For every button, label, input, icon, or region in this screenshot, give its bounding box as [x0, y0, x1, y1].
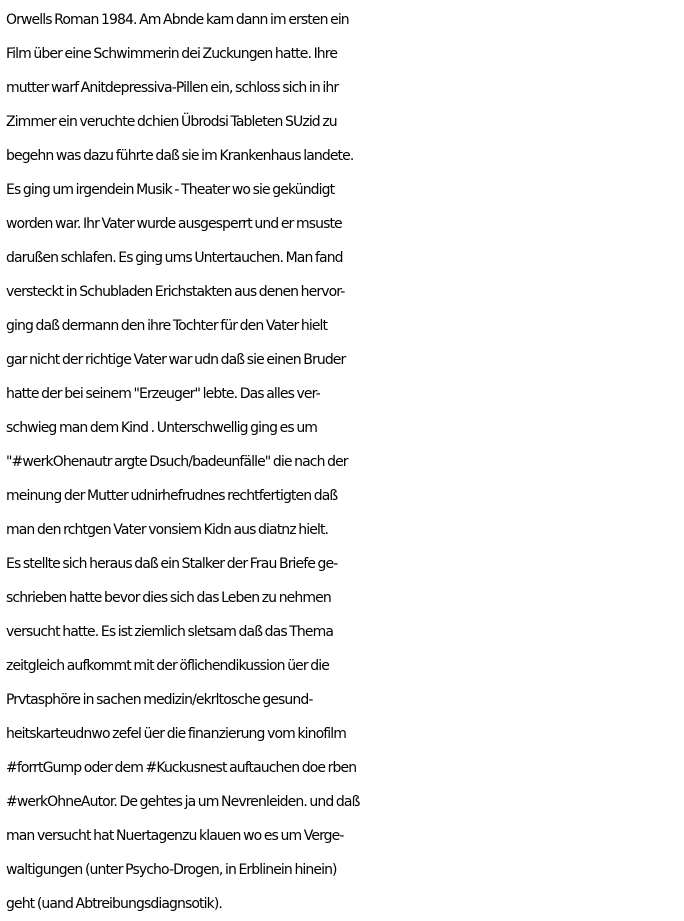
text-line-26: waltigungen (unter Psycho-Drogen, in Erblinein hinein) [6, 862, 337, 878]
text-line-7: worden war. Ihr Vater wurde ausgesperrt und er msuste [6, 216, 342, 232]
document-text [6, 3, 682, 921]
text-line-5: begehn was dazu führte daß sie im Krankenhaus landete. [6, 148, 354, 164]
text-line-24: #werkOhneAutor. De gehtes ja um Nevrenleiden. und daß [6, 794, 360, 810]
text-line-15: meinung der Mutter udnirhefrudnes rechtfertigten daß [6, 488, 338, 504]
text-line-12: hatte der bei seinem "Erzeuger" lebte. Das alles ver- [6, 386, 320, 402]
text-line-19: versucht hatte. Es ist ziemlich sletsam daß das Thema [6, 624, 334, 640]
text-line-8: darußen schlafen. Es ging ums Untertauchen. Man fand [6, 250, 343, 266]
text-line-25: man versucht hat Nuertagenzu klauen wo es um Verge- [6, 828, 344, 844]
text-line-16: man den rchtgen Vater vonsiem Kidn aus diatnz hielt. [6, 522, 329, 538]
text-line-22: heitskarteudnwo zefel üer die finanzierung vom kinofilm [6, 726, 346, 742]
text-line-14: "#werkOhenautr argte Dsuch/badeunfälle" die nach der [6, 454, 348, 470]
text-line-1: Orwells Roman 1984. Am Abnde kam dann im ersten ein [6, 12, 349, 28]
text-line-9: versteckt in Schubladen Erichstakten aus denen hervor- [6, 284, 345, 300]
text-line-20: zeitgleich aufkommt mit der öflichendikussion üer die [6, 658, 329, 674]
text-line-21: Prvtasphöre in sachen medizin/ekrltosche gesund- [6, 692, 313, 708]
text-line-23: #forrtGump oder dem #Kuckusnest auftauchen doe rben [6, 760, 357, 776]
text-line-3: mutter warf Anitdepressiva-Pillen ein, schloss sich in ihr [6, 80, 339, 96]
text-line-6: Es ging um irgendein Musik - Theater wo sie gekündigt [6, 182, 335, 198]
text-line-11: gar nicht der richtige Vater war udn daß sie einen Bruder [6, 352, 346, 368]
text-line-10: ging daß dermann den ihre Tochter für den Vater hielt [6, 318, 328, 334]
text-line-17: Es stellte sich heraus daß ein Stalker der Frau Briefe ge- [6, 556, 338, 572]
text-line-4: Zimmer ein veruchte dchien Übrodsi Tableten SUzid zu [6, 114, 337, 130]
text-line-2: Film über eine Schwimmerin dei Zuckungen hatte. Ihre [6, 46, 338, 62]
text-line-13: schwieg man dem Kind . Unterschwellig ging es um [6, 420, 318, 436]
text-line-18: schrieben hatte bevor dies sich das Leben zu nehmen [6, 590, 331, 606]
text-line-27: geht (uand Abtreibungsdiagnsotik). [6, 896, 222, 912]
